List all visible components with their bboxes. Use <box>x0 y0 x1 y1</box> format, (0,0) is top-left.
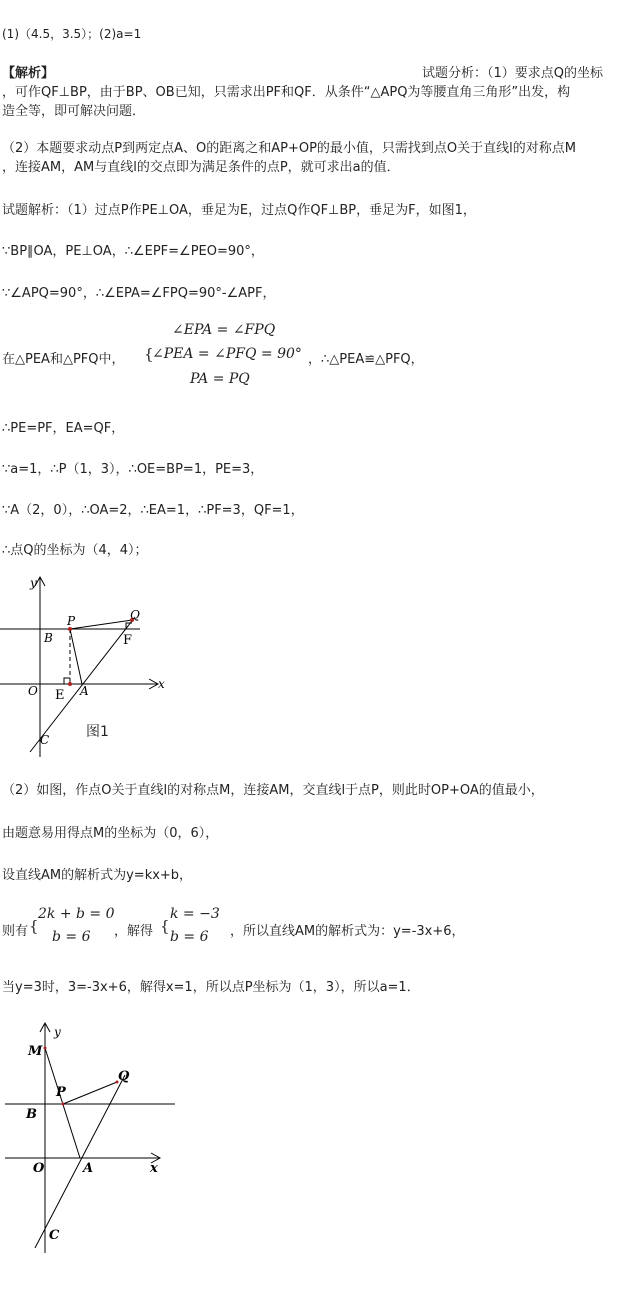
fig2-label-a: A <box>83 1161 94 1176</box>
congruence-suffix: ，∴△PEA≌△PFQ， <box>308 352 424 367</box>
analysis-header: 【解析】 <box>2 66 55 81</box>
analysis-label: 试题分析：（1）要求点Q的坐标 <box>422 66 604 81</box>
analysis-line-3: 造全等，即可解决问题． <box>2 104 146 119</box>
congruence-eq2: ∠PEA = ∠PFQ = 90° <box>152 346 302 362</box>
fig2-label-o: O <box>33 1161 45 1176</box>
line-a20: ∵A（2，0），∴OA=2，∴EA=1，∴PF=3，QF=1， <box>2 503 304 518</box>
fig2-label-b: B <box>26 1107 37 1122</box>
system2-brace: { <box>160 917 170 935</box>
figure-2 <box>0 1018 200 1258</box>
fig1-label-f: F <box>123 633 133 648</box>
fig1-label-y: y <box>30 576 37 590</box>
fig1-label-b: B <box>44 631 53 645</box>
analysis-part2-line-1: （2）本题要求动点P到两定点A、O的距离之和AP+OP的最小值，只需找到点O关于直线l的对称点M <box>2 141 576 156</box>
fig2-label-c: C <box>49 1228 60 1243</box>
analysis-line-2: ，可作QF⊥BP，由于BP、OB已知，只需求出PF和QF．从条件“△APQ为等腰直角三角形”出发，构 <box>2 85 571 100</box>
system-suffix: ，所以直线AM的解析式为：y=-3x+6， <box>230 924 465 939</box>
fig1-label-c: C <box>40 733 50 747</box>
congruence-brace: { <box>144 345 154 363</box>
line-a1: ∵a=1，∴P（1，3），∴OE=BP=1，PE=3， <box>2 462 264 477</box>
part2-line-1: （2）如图，作点O关于直线l的对称点M，连接AM，交直线l于点P，则此时OP+OA的值最小， <box>2 783 544 798</box>
system-mid: ，解得 <box>114 924 154 939</box>
final-line: 当y=3时，3=-3x+6，解得x=1，所以点P坐标为（1，3），所以a=1． <box>2 980 420 995</box>
system2-eq2: b = 6 <box>170 929 209 945</box>
fig2-label-q: Q <box>118 1069 130 1084</box>
system1-eq1: 2k + b = 0 <box>38 906 115 922</box>
congruence-prefix: 在△PEA和△PFQ中， <box>2 352 125 367</box>
system2-eq1: k = −3 <box>170 906 220 922</box>
fig1-label-a: A <box>80 684 89 698</box>
fig1-label-e: E <box>55 688 65 703</box>
system1-brace: { <box>29 917 39 935</box>
fig1-label-q: Q <box>130 608 140 622</box>
answer-line: (1)（4.5，3.5）；(2)a=1 <box>2 27 142 41</box>
figure-1-caption: 图1 <box>86 724 109 740</box>
line-bp-oa: ∵BP∥OA，PE⊥OA，∴∠EPF=∠PEO=90°， <box>2 244 264 259</box>
line-q-coord: ∴点Q的坐标为（4，4）； <box>2 543 148 558</box>
congruence-eq1: ∠EPA = ∠FPQ <box>172 322 276 338</box>
fig1-label-x: x <box>158 677 165 691</box>
fig1-label-o: O <box>28 684 38 698</box>
fig2-label-x: x <box>150 1161 158 1176</box>
congruence-eq3: PA = PQ <box>190 371 250 387</box>
analysis-part2-line-2: ，连接AM，AM与直线l的交点即为满足条件的点P，就可求出a的值． <box>2 160 400 175</box>
solution-intro: 试题解析：（1）过点P作PE⊥OA，垂足为E，过点Q作QF⊥BP，垂足为F，如图1， <box>2 203 476 218</box>
line-apq: ∵∠APQ=90°，∴∠EPA=∠FPQ=90°-∠APF， <box>2 286 276 301</box>
fig2-label-m: M <box>28 1044 43 1059</box>
fig2-segment-pq <box>63 1082 117 1104</box>
fig2-label-y: y <box>54 1025 61 1039</box>
part2-line-2: 由题意易用得点M的坐标为（0，6）， <box>2 826 219 841</box>
line-pe-pf: ∴PE=PF，EA=QF， <box>2 421 125 436</box>
part2-line-3: 设直线AM的解析式为y=kx+b， <box>2 868 193 883</box>
system-prefix: 则有 <box>2 924 29 939</box>
fig1-segment-pq <box>70 620 132 629</box>
fig2-label-p: P <box>56 1085 66 1100</box>
fig1-label-p: P <box>67 614 76 628</box>
fig2-line-ac <box>35 1075 125 1248</box>
system1-eq2: b = 6 <box>52 929 91 945</box>
fig1-segment-pa <box>70 629 82 684</box>
